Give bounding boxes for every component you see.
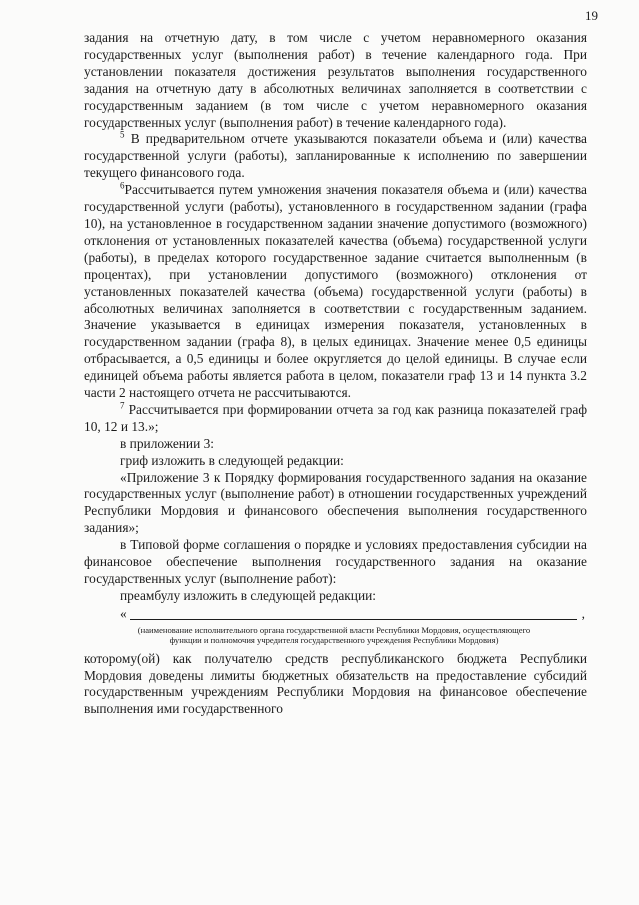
footnote-6 — [84, 182, 587, 402]
paragraph-typical-form: в Типовой форме соглашения о порядке и условиях предоставления субсидии на финансовое обеспечение выполнения государственного задания на оказание государственных услуг (выполнение работ): — [84, 537, 587, 586]
underline-rule — [130, 619, 577, 620]
footnote-5 — [84, 131, 587, 182]
footnote-marker-7: 7 — [120, 400, 125, 411]
footnote-6-text: Рассчитывается путем умножения значения показателя объема и (или) качества государственной услуги (работы), установленного в государственном задании (графа 10), на установленное в государственном задании значение допустимого (возможного) отклонения от установленных показателей качества (объема) государственной услуги (работы), в пределах которого государственное задание считается выполненным (в процентах), при установлении допустимого (возможного) отклонения от установленных показателей качества (объема) государственной услуги (работы) в абсолютных величинах заполняется в соответствии с государственным заданием. Значение указывается в единицах измерения показателя, установленных в государственном задании (графа 8), в целых единицах. Значение менее 0,5 единицы отбрасывается, а 0,5 единицы и более округляется до целой единицы. В случае если единицей объема работы является работа в целом, показатели граф 13 и 14 пункта 3.2 части 2 настоящего отчета не рассчитываются. — [84, 182, 587, 401]
paragraph-appendix-title: «Приложение 3 к Порядку формирования государственного задания на оказание государственных услуг (выполнение работ) в отношении государственных учреждений Республики Мордовия и финансового обеспечения выполнения государственного задания»; — [84, 469, 587, 536]
blank-fill-line — [84, 606, 587, 624]
trailing-comma: , — [581, 605, 585, 621]
open-quote: « — [120, 605, 127, 621]
paragraph-1: задания на отчетную дату, в том числе с учетом неравномерного оказания государственных услуг (выполнения работ) в течение календарного года. При установлении показателя достижения результатов выполнения государственного задания на отчетную дату в абсолютных величинах заполняется в соответствии с государственным заданием (в том числе с учетом неравномерного оказания государственных услуг (выполнения работ) в течение календарного года). — [84, 30, 587, 130]
footnote-7 — [84, 402, 587, 436]
footnote-7-text: Рассчитывается при формировании отчета за год как разница показателей граф 10, 12 и 13.»; — [84, 401, 587, 434]
paragraph-stamp: гриф изложить в следующей редакции: — [120, 452, 344, 468]
blank-caption: (наименование исполнительного органа государственной власти Республики Мордовия, осуществляющего функции и полномочия учредителя государственного учреждения Республики Мордовия) — [137, 624, 531, 646]
footnote-marker-6: 6 — [120, 180, 125, 191]
footnote-5-text: В предварительном отчете указываются показатели объема и (или) качества государственной услуги (работы), запланированные к исполнению по завершении текущего финансового года. — [84, 131, 587, 181]
paragraph-preamble: преамбулу изложить в следующей редакции: — [120, 587, 377, 603]
footnote-marker-5: 5 — [120, 129, 125, 140]
page-number: 19 — [585, 8, 598, 23]
document-body — [84, 30, 587, 718]
paragraph-appendix-3: в приложении 3: — [120, 435, 215, 451]
paragraph-recipient: которому(ой) как получателю средств республиканского бюджета Республики Мордовия доведены лимиты бюджетных обязательств на предоставление субсидий государственным учреждениям Республики Мордовия на финансовое обеспечение выполнения ими государственного — [84, 650, 587, 717]
